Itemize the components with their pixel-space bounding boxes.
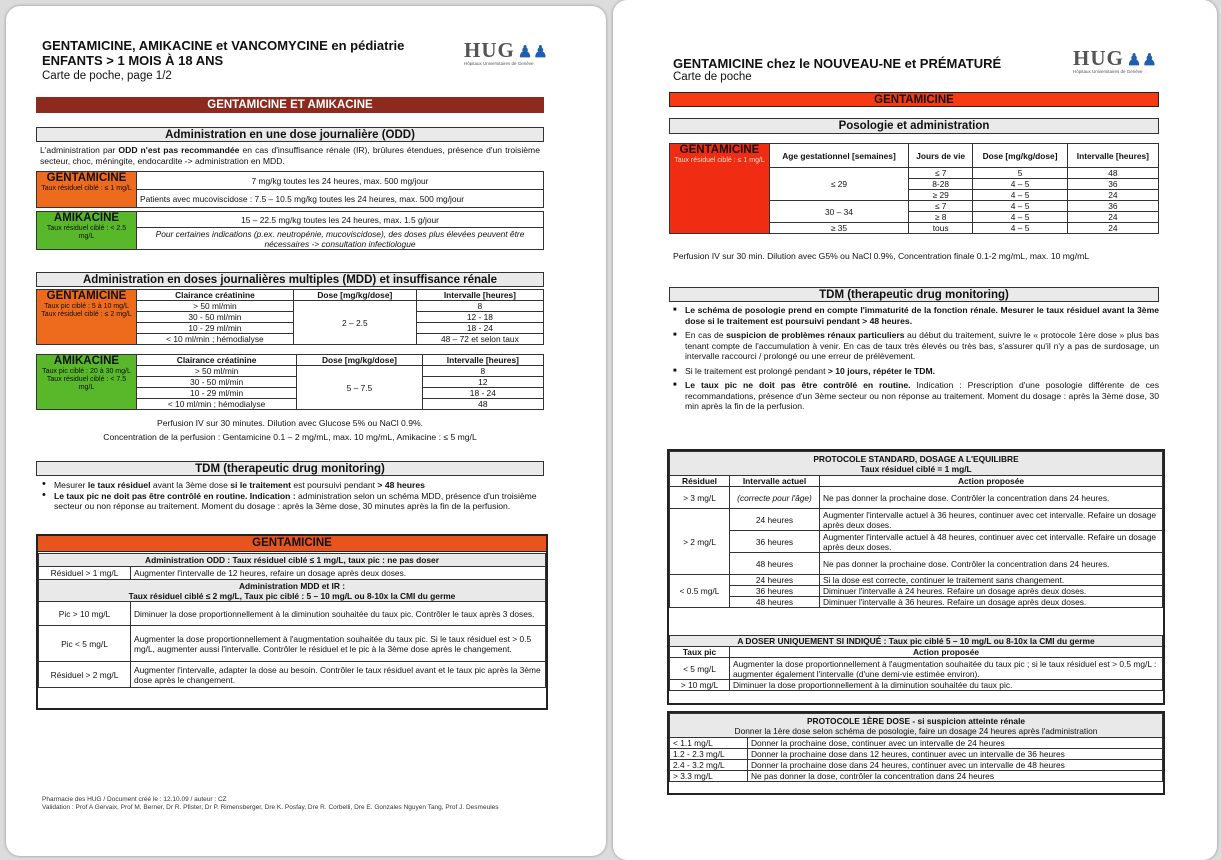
cell-text: 24 — [1067, 190, 1158, 201]
perfusion-line-1: Perfusion IV sur 30 minutes. Dilution avec Glucose 5% ou NaCl 0.9%. — [156, 418, 424, 428]
mdd-gent-cell — [37, 290, 137, 345]
table-row — [670, 452, 1163, 476]
table-row — [37, 355, 544, 366]
cell-text: Augmenter l'intervalle, adapter la dose au besoin. Contrôler le taux résiduel avant et le taux pic après la 3ème dose après le changement. — [131, 662, 546, 688]
right-band: GENTAMICINE — [669, 92, 1159, 107]
odd-amik-cell — [37, 212, 137, 250]
odd-amik-dose: 15 – 22.5 mg/kg toutes les 24 heures, max. 1.5 g/jour — [137, 212, 544, 228]
cell-text: ≤ 29 — [770, 168, 909, 201]
cell-text: 4 – 5 — [973, 212, 1067, 223]
logo-subtext: Hôpitaux Universitaires de Genève — [464, 61, 534, 66]
table-row — [37, 290, 544, 301]
cell-text: > 3 mg/L — [670, 487, 730, 509]
cell-text: 12 - 18 — [416, 312, 543, 323]
cell-text: Age gestationnel [semaines] — [770, 144, 909, 168]
cell-text: (correcte pour l'âge) — [730, 487, 820, 509]
table-row — [670, 509, 1163, 531]
cell-text: 8 — [416, 301, 543, 312]
cell-text: Le taux pic ne doit pas être contrôlé en routine. Indication : — [54, 490, 296, 501]
cell-text: administration selon un schéma MDD, présence d'un troisième secteur ou non réponse au traitement. Moment du dosage : après la 3ème dose, 30 minutes après la fin de la perfusion. — [54, 490, 537, 511]
cell-text: 36 — [1067, 201, 1158, 212]
cell-text: le taux résiduel — [87, 480, 151, 490]
cell-text: Jours de vie — [908, 144, 972, 168]
cell-text: Mesurer — [54, 480, 88, 490]
cell-text: Taux résiduel ciblé : ≤ 1 mg/L — [41, 185, 132, 192]
cell-text: ≤ 7 — [908, 168, 972, 179]
cell-text: 1.2 - 2.3 mg/L — [670, 749, 748, 760]
perfusion-line-2: Concentration de la perfusion : Gentamicine 0.1 – 2 mg/mL, max. 10 mg/mL, Amikacine : ≤ 5 mg/L — [103, 432, 477, 442]
cell-text: 48 – 72 et selon taux — [416, 334, 543, 345]
cell-text: GENTAMICINE — [46, 172, 127, 184]
cell-text: 30 - 50 ml/min — [137, 377, 297, 388]
cell-text: PROTOCOLE STANDARD, DOSAGE A L'EQUILIBRE — [813, 453, 1019, 464]
cell-text: 5 — [973, 168, 1067, 179]
cell-text: 48 heures — [730, 553, 820, 575]
cell-text: Augmenter la dose proportionnellement à l'augmentation souhaitée du taux pic. Si le taux résiduel est > 0.5 mg/L, augmenter aussi l'intervalle. Contrôler le résiduel et le pic à la 3ème dose après le changement. — [131, 626, 546, 662]
cell-text: ≥ 35 — [770, 223, 909, 234]
cell-text: Taux résiduel ciblé : ≤ 1 mg/L — [674, 157, 765, 164]
right-subtitle: Carte de poche — [673, 71, 752, 83]
cell-text: Mesurer le taux résiduel avant la 3ème dose si le traitement est poursuivi pendant > 48 heures. — [685, 305, 1160, 326]
cell-text: > 48 heures — [377, 480, 425, 490]
cell-text: Augmenter l'intervalle actuel à 48 heures, continuer avec cet intervalle. Refaire un dosage après deux doses. — [820, 531, 1163, 553]
cell-text: > 3.3 mg/L — [670, 771, 748, 782]
right-title: GENTAMICINE chez le NOUVEAU-NE et PRÉMATURÉ — [673, 56, 1002, 71]
gent-band: GENTAMICINE — [38, 536, 546, 552]
cell-text: 18 - 24 — [416, 323, 543, 334]
table-row — [670, 647, 1163, 658]
cell-text: Pharmacie des HUG / Document créé le : 12.10.09 / auteur : CZ — [42, 796, 227, 803]
cell-text: Si la dose est correcte, continuer le traitement sans changement. — [820, 575, 1163, 586]
odd-amik-note: Pour certaines indications (p.ex. neutropénie, mucoviscidose), des doses plus élevées peuvent être nécessaires -> consultation infectiologue — [137, 228, 544, 250]
table-row — [39, 662, 546, 688]
cell-text: En cas de — [685, 330, 727, 340]
g-odd-head: Administration ODD : Taux résiduel ciblé ≤ 1 mg/L, taux pic : ne pas doser — [39, 554, 546, 567]
cell-text: Ne pas donner la prochaine dose. Contrôler la concentration dans 24 heures. — [820, 553, 1163, 575]
cell-text: Taux résiduel ciblé = 1 mg/L — [860, 463, 972, 474]
cell-text: Clairance créatinine — [137, 355, 297, 366]
cell-text: Diminuer l'intervalle à 24 heures. Refaire un dosage après deux doses. — [820, 586, 1163, 597]
std-head — [670, 452, 1163, 476]
cell-text: ≥ 29 — [908, 190, 972, 201]
cell-text: 4 – 5 — [973, 179, 1067, 190]
gent-adjust-table — [38, 553, 546, 688]
cell-text: Action proposée — [820, 476, 1163, 487]
table-row — [670, 636, 1163, 647]
right-tdm-title: TDM (therapeutic drug monitoring) — [669, 287, 1159, 302]
table-row — [39, 602, 546, 626]
cell-text: 8-28 — [908, 179, 972, 190]
cell-text: Diminuer l'intervalle à 36 heures. Refaire un dosage après deux doses. — [820, 597, 1163, 608]
cell-text: Augmenter l'intervalle actuel à 36 heures, continuer avec cet intervalle. Refaire un dosage après deux doses. — [820, 509, 1163, 531]
tdm-bullet — [673, 380, 1159, 412]
cell-text: Si le traitement est prolongé pendant — [685, 365, 828, 376]
peak-table — [669, 635, 1163, 691]
cell-text: > 50 ml/min — [137, 301, 294, 312]
cell-text: L'administration par — [40, 145, 119, 155]
cell-text: Donner la prochaine dose dans 12 heures, continuer avec un intervalle de 36 heures — [748, 749, 1163, 760]
left-subtitle: Carte de poche, page 1/2 — [42, 70, 172, 82]
table-row — [37, 172, 544, 190]
table-row — [39, 580, 546, 602]
cell-text: Intervalle [heures] — [422, 355, 543, 366]
cell-text: Dose [mg/kg/dose] — [297, 355, 423, 366]
logo-text: HUG — [464, 38, 515, 62]
left-pocket-card — [6, 6, 606, 856]
poso-table — [669, 143, 1159, 234]
cell-text: Le schéma de posologie prend en compte l'immaturité de la fonction rénale. — [685, 305, 998, 315]
tdm-bullets — [42, 480, 542, 512]
odd-gent-dose: 7 mg/kg toutes les 24 heures, max. 500 mg/jour — [137, 172, 544, 190]
cell-text: 24 heures — [730, 575, 820, 586]
table-row — [670, 487, 1163, 509]
table-row — [39, 554, 546, 567]
cell-text: ODD n'est pas recommandée — [118, 145, 240, 155]
table-row — [37, 212, 544, 228]
odd-gent-muco: Patients avec mucoviscidose : 7.5 – 10.5 mg/kg toutes les 24 heures, max. 500 mg/jour — [137, 190, 544, 208]
cell-text: 4 – 5 — [973, 201, 1067, 212]
table-row — [670, 476, 1163, 487]
cell-text: 4 – 5 — [973, 223, 1067, 234]
cell-text: Taux pic ciblé : 20 à 30 mg/L Taux résiduel ciblé : < 7.5 mg/L — [42, 368, 131, 391]
cell-text: < 5 mg/L — [670, 658, 730, 680]
title-line-2: ENFANTS > 1 MOIS À 18 ANS — [42, 53, 224, 68]
odd-gent-cell — [37, 172, 137, 208]
hug-logo — [464, 38, 549, 66]
table-row — [670, 680, 1163, 691]
mdd-amik-table — [36, 354, 544, 410]
cell-text: Donner la prochaine dose, continuer avec un intervalle de 24 heures — [748, 738, 1163, 749]
table-row — [670, 738, 1163, 749]
table-row — [39, 626, 546, 662]
mdd-amik-cell — [37, 355, 137, 410]
cell-text: 4 – 5 — [973, 190, 1067, 201]
mdd-gent-table — [36, 289, 544, 345]
cell-text: Taux pic ciblé : 5 à 10 mg/L Taux résiduel ciblé : ≤ 2 mg/L — [41, 303, 132, 318]
cell-text: 36 heures — [730, 586, 820, 597]
table-row — [670, 658, 1163, 680]
odd-table — [36, 171, 544, 250]
table-row — [670, 714, 1163, 738]
cell-text: Le taux pic ne doit pas être contrôlé en routine. — [685, 380, 911, 390]
cell-text: Taux résiduel ciblé ≤ 2 mg/L, Taux pic ciblé : 5 – 10 mg/L ou 8-10x la CMI du germe — [128, 590, 456, 601]
left-title — [42, 38, 472, 68]
cell-text: AMIKACINE — [53, 355, 120, 367]
tdm-bullet — [673, 305, 1159, 326]
tdm-section-title: TDM (therapeutic drug monitoring) — [36, 461, 544, 476]
cell-text: Pic < 5 mg/L — [39, 626, 131, 662]
cell-text: Validation : Prof A Gervaix, Prof M. Berner, Dr R. Pfister, Dr P. Rimensberger, Dre K. Posfay, Dre R. Corbelli, Dre E. Gonzales Nguyen Tang, Prof J. Desmeules — [42, 804, 499, 811]
people-icon: ♟♟ — [1126, 52, 1158, 69]
cell-text: Pic > 10 mg/L — [39, 602, 131, 626]
cell-text: 2.4 - 3.2 mg/L — [670, 760, 748, 771]
table-row — [39, 567, 546, 580]
cell-text: Ne pas donner la dose, contrôler la concentration dans 24 heures — [748, 771, 1163, 782]
g-mdd-head — [39, 580, 546, 602]
cell-text: 36 heures — [730, 531, 820, 553]
mdd-amik-dose: 5 – 7.5 — [297, 366, 423, 410]
cell-text: 24 — [1067, 223, 1158, 234]
cell-text: si le traitement — [230, 480, 291, 490]
cell-text: > 10 jours, répéter le TDM. — [827, 365, 936, 376]
cell-text: 10 - 29 ml/min — [137, 388, 297, 399]
hug-logo-right — [1073, 46, 1158, 74]
table-row — [670, 553, 1163, 575]
cell-text: HUG — [1073, 46, 1124, 70]
cell-text: en cas d'insuffisance rénale (IR), brûlures étendues, présence d'un troisième secteur, choc, méningite, endocardite -> administration en MDD. — [40, 145, 540, 166]
cell-text: < 0.5 mg/L — [670, 575, 730, 608]
cell-text: ≥ 8 — [908, 212, 972, 223]
right-perfusion: Perfusion IV sur 30 min. Dilution avec G5% ou NaCl 0.9%, Concentration finale 0.1-2 mg/mL, max. 10 mg/mL — [673, 251, 1090, 261]
first-dose-table — [669, 713, 1163, 782]
people-icon: ♟♟ — [517, 44, 549, 61]
cell-text: < 10 ml/min ; hémodialyse — [137, 334, 294, 345]
cell-text: ≤ 7 — [908, 201, 972, 212]
table-row — [670, 597, 1163, 608]
cell-text: Diminuer la dose proportionnellement à la diminution souhaitée du taux pic. — [730, 680, 1163, 691]
col-dose: Dose [mg/kg/dose] — [293, 290, 416, 301]
cell-text: 30 – 34 — [770, 201, 909, 223]
odd-intro — [40, 145, 540, 166]
footer-credits — [42, 796, 562, 812]
mdd-section-title: Administration en doses journalières multiples (MDD) et insuffisance rénale — [36, 272, 544, 287]
cell-text: au début du traitement, suivre le « protocole 1ère dose » plus bas tenant compte de l'accumulation à venir. En cas de taux très élevés ou très bas, s'assurer qu'il n'y a pas de surdosage, un intervalle raccourci / prolongé ou une erreur de prélèvement. — [685, 330, 1159, 361]
table-row — [670, 771, 1163, 782]
cell-text: Indication : Prescription d'une posologie différente de ces recommandations, présence d'un 3ème secteur ou non réponse au traitement. Moment du dosage : après la 3ème dose, 30 min après la fin de la perfusion. — [685, 380, 1159, 411]
poso-section-title: Posologie et administration — [669, 118, 1159, 134]
cell-text: Hôpitaux Universitaires de Genève — [1073, 69, 1143, 74]
cell-text: 36 — [1067, 179, 1158, 190]
cell-text: avant la 3ème dose — [150, 480, 231, 490]
cell-text: suspicion de problèmes rénaux particuliers — [726, 330, 905, 340]
cell-text: Résiduel > 2 mg/L — [39, 662, 131, 688]
cell-text: 12 — [422, 377, 543, 388]
standard-protocol-table — [669, 451, 1163, 608]
cell-text: 48 — [422, 399, 543, 410]
cell-text: AMIKACINE — [53, 212, 120, 224]
cell-text: > 10 mg/L — [670, 680, 730, 691]
pic-head: A DOSER UNIQUEMENT SI INDIQUÉ : Taux pic ciblé 5 – 10 mg/L ou 8-10x la CMI du germe — [670, 636, 1163, 647]
cell-text: Intervalle [heures] — [1067, 144, 1158, 168]
cell-text: Donner la 1ère dose selon schéma de posologie, faire un dosage 24 heures après l'administration — [734, 725, 1098, 736]
table-row — [670, 749, 1163, 760]
cell-text: Augmenter l'intervalle de 12 heures, refaire un dosage après deux doses. — [131, 567, 546, 580]
cell-text: Dose [mg/kg/dose] — [973, 144, 1067, 168]
cell-text: PROTOCOLE 1ÈRE DOSE - si suspicion atteinte rénale — [806, 715, 1026, 726]
cell-text: Donner la prochaine dose dans 24 heures, continuer avec un intervalle de 48 heures — [748, 760, 1163, 771]
section-band-gent-amik: GENTAMICINE ET AMIKACINE — [36, 97, 544, 113]
right-tdm-bullets — [673, 305, 1159, 412]
table-row — [670, 586, 1163, 597]
cell-text: 30 - 50 ml/min — [137, 312, 294, 323]
odd-section-title: Administration en une dose journalière (ODD) — [36, 127, 544, 142]
cell-text: < 10 ml/min ; hémodialyse — [137, 399, 297, 410]
right-pocket-card — [613, 0, 1217, 860]
cell-text: Résiduel > 1 mg/L — [39, 567, 131, 580]
cell-text: GENTAMICINE — [679, 144, 760, 156]
cell-text: 48 heures — [730, 597, 820, 608]
tdm-bullet — [42, 480, 542, 491]
tdm-bullet — [42, 491, 542, 512]
cell-text: Diminuer la dose proportionnellement à la diminution souhaitée du taux pic. Contrôler le taux après 3 doses. — [131, 602, 546, 626]
cell-text: Taux pic — [670, 647, 730, 658]
cell-text: Administration MDD et IR : — [238, 580, 346, 591]
cell-text: 8 — [422, 366, 543, 377]
table-row — [670, 531, 1163, 553]
cell-text: Action proposée — [730, 647, 1163, 658]
tdm-bullet — [673, 366, 1159, 377]
tdm-bullet — [673, 330, 1159, 362]
col-intervalle: Intervalle [heures] — [416, 290, 543, 301]
cell-text: est poursuivi pendant — [290, 480, 378, 490]
cell-text: 48 — [1067, 168, 1158, 179]
cell-text: GENTAMICINE — [46, 290, 127, 302]
cell-text: Taux résiduel ciblé : < 2.5 mg/L — [46, 225, 127, 240]
p1-head — [670, 714, 1163, 738]
cell-text: 18 - 24 — [422, 388, 543, 399]
cell-text: > 2 mg/L — [670, 509, 730, 575]
cell-text: Résiduel — [670, 476, 730, 487]
cell-text: 24 — [1067, 212, 1158, 223]
cell-text: Ne pas donner la prochaine dose. Contrôler la concentration dans 24 heures. — [820, 487, 1163, 509]
table-row — [670, 760, 1163, 771]
col-clairance: Clairance créatinine — [137, 290, 294, 301]
mdd-gent-dose: 2 – 2.5 — [293, 301, 416, 345]
table-row — [670, 575, 1163, 586]
cell-text: Intervalle actuel — [730, 476, 820, 487]
title-line-1: GENTAMICINE, AMIKACINE et VANCOMYCINE en pédiatrie — [42, 38, 405, 53]
cell-text: Augmenter la dose proportionnellement à l'augmentation souhaitée du taux pic ; si le taux résiduel est > 0.5 mg/L : augmenter également l'intervalle (d'une demi-vie estimée environ). — [730, 658, 1163, 680]
poso-gent-cell — [670, 144, 770, 234]
cell-text: tous — [908, 223, 972, 234]
cell-text: < 1.1 mg/L — [670, 738, 748, 749]
table-row — [670, 144, 1159, 168]
cell-text: 24 heures — [730, 509, 820, 531]
cell-text: 10 - 29 ml/min — [137, 323, 294, 334]
cell-text: > 50 ml/min — [137, 366, 297, 377]
